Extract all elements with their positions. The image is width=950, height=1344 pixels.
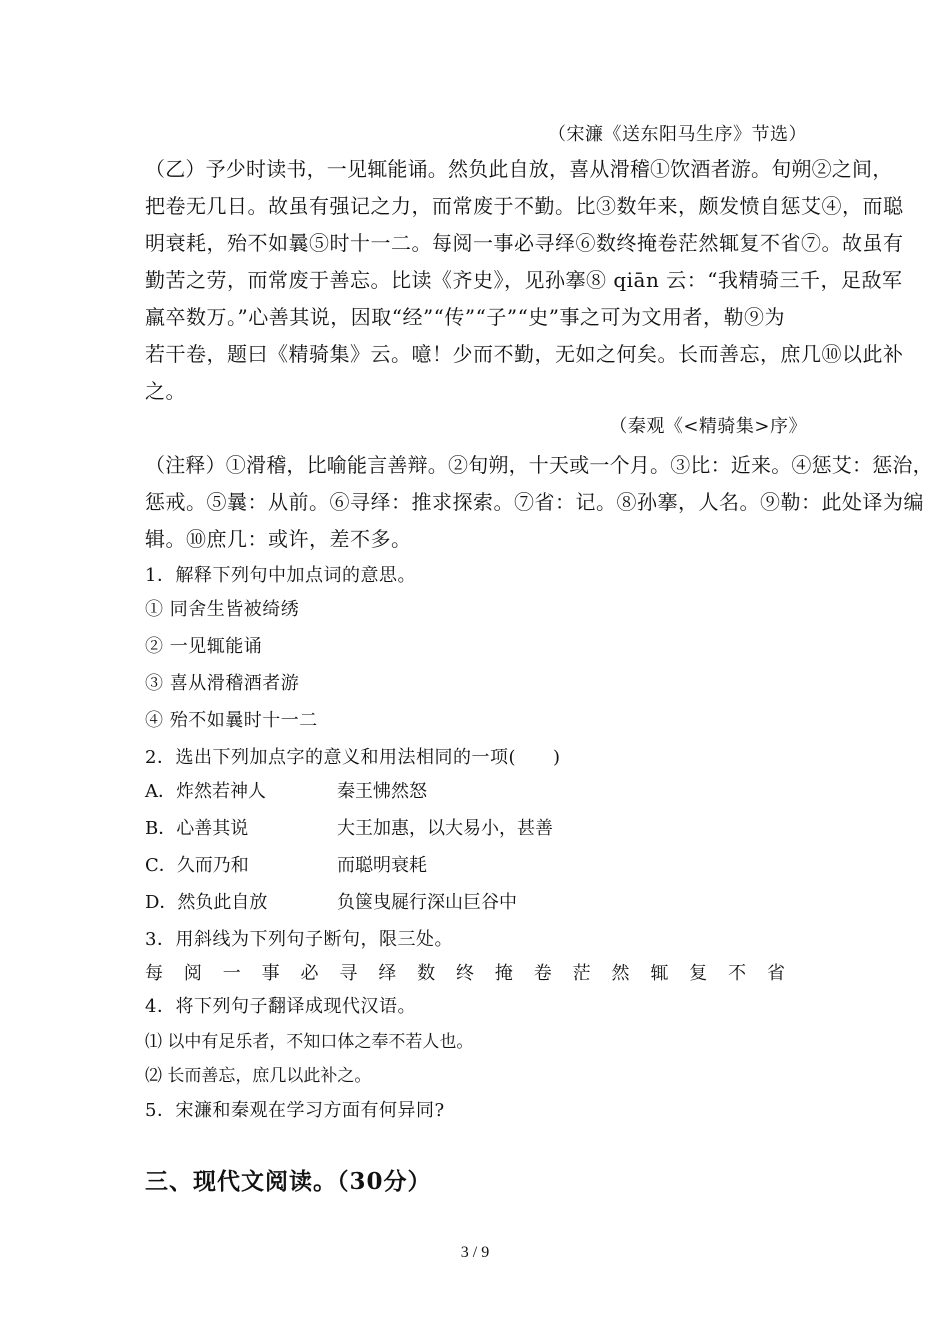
- q3-char: 必: [300, 963, 319, 984]
- q3-char: 辄: [650, 963, 669, 984]
- q3-sentence: [145, 959, 785, 985]
- q2-stem: 2．选出下列加点字的意义和用法相同的一项( ): [145, 747, 561, 768]
- q1-item: ④ 殆不如曩时十一二: [145, 710, 318, 731]
- q4-item: ⑵ 长而善忘，庶几以此补之。: [145, 1066, 372, 1086]
- q3-char: 掩: [494, 963, 513, 984]
- q1-item: ② 一见辄能诵: [145, 636, 263, 657]
- notes-line: 惩戒。⑤曩：从前。⑥寻绎：推求探索。⑦省：记。⑧孙搴，人名。⑨勒：此处译为编: [145, 490, 924, 514]
- passage-b-line: （乙）予少时读书，一见辄能诵。然负此自放，喜从滑稽①饮酒者游。旬朔②之间，: [145, 157, 893, 181]
- q3-char: 每: [145, 963, 163, 984]
- passage-b-line: 羸卒数万。”心善其说，因取“经”“传”“子”“史”事之可为文用者，勒⑨为: [145, 305, 786, 329]
- q2-option-a-left: A．炸然若神人: [145, 781, 266, 802]
- q4-item: ⑴ 以中有足乐者，不知口体之奉不若人也。: [145, 1032, 474, 1052]
- q2-option-a-right: 秦王怫然怒: [337, 781, 427, 802]
- q3-char: 一: [222, 963, 241, 984]
- q2-option-d-right: 负箧曳屣行深山巨谷中: [337, 892, 517, 913]
- notes-line: （注释）①滑稽，比喻能言善辩。②旬朔，十天或一个月。③比：近来。④惩艾：惩治，: [145, 453, 933, 477]
- q3-char: 数: [417, 963, 436, 984]
- passage-b-line: 勤苦之劳，而常废于善忘。比读《齐史》，见孙搴⑧ qiān 云：“我精骑三千，足敌军: [145, 268, 903, 292]
- q2-option-b-right: 大王加惠，以大易小，甚善: [337, 818, 553, 839]
- q4-stem: 4．将下列句子翻译成现代汉语。: [145, 996, 416, 1017]
- q1-item: ③ 喜从滑稽酒者游: [145, 673, 300, 694]
- q3-char: 绎: [378, 963, 397, 984]
- source-a: （宋濂《送东阳马生序》节选）: [548, 124, 807, 145]
- q3-char: 卷: [533, 963, 552, 984]
- q1-item: ① 同舍生皆被绮绣: [145, 599, 300, 620]
- q3-char: 复: [689, 963, 708, 984]
- q2-option-b-left: B．心善其说: [145, 818, 249, 839]
- notes-line: 辑。⑩庶几：或许，差不多。: [145, 527, 412, 551]
- q3-char: 茫: [572, 963, 591, 984]
- q3-stem: 3．用斜线为下列句子断句，限三处。: [145, 929, 453, 950]
- q3-char: 寻: [339, 963, 358, 984]
- passage-b-line: 把卷无几日。故虽有强记之力，而常废于不勤。比③数年来，颇发愤自惩艾④，而聪: [145, 194, 904, 218]
- q3-char: 事: [261, 963, 280, 984]
- q2-option-c-right: 而聪明衰耗: [337, 855, 427, 876]
- q5-stem: 5．宋濂和秦观在学习方面有何异同?: [145, 1100, 445, 1121]
- q1-stem: 1．解释下列句中加点词的意思。: [145, 565, 416, 586]
- q2-option-d-left: D．然负此自放: [145, 892, 268, 913]
- passage-b-line: 之。: [145, 379, 186, 403]
- q3-char: 然: [611, 963, 630, 984]
- q3-char: 省: [767, 963, 785, 984]
- source-b: （秦观《<精骑集>序》: [609, 416, 807, 437]
- section-heading: 三、现代文阅读。（30分）: [145, 1168, 432, 1195]
- passage-b-line: 明衰耗，殆不如曩⑤时十一二。每阅一事必寻绎⑥数终掩卷茫然辄复不省⑦。故虽有: [145, 231, 904, 255]
- page-number: 3 / 9: [460, 1244, 490, 1261]
- q3-char: 不: [728, 963, 747, 984]
- q2-option-c-left: C．久而乃和: [145, 855, 249, 876]
- q3-char: 终: [456, 963, 474, 984]
- passage-b-line: 若干卷，题曰《精骑集》云。噫！少而不勤，无如之何矣。长而善忘，庶几⑩以此补: [145, 342, 904, 366]
- q3-char: 阅: [183, 963, 202, 984]
